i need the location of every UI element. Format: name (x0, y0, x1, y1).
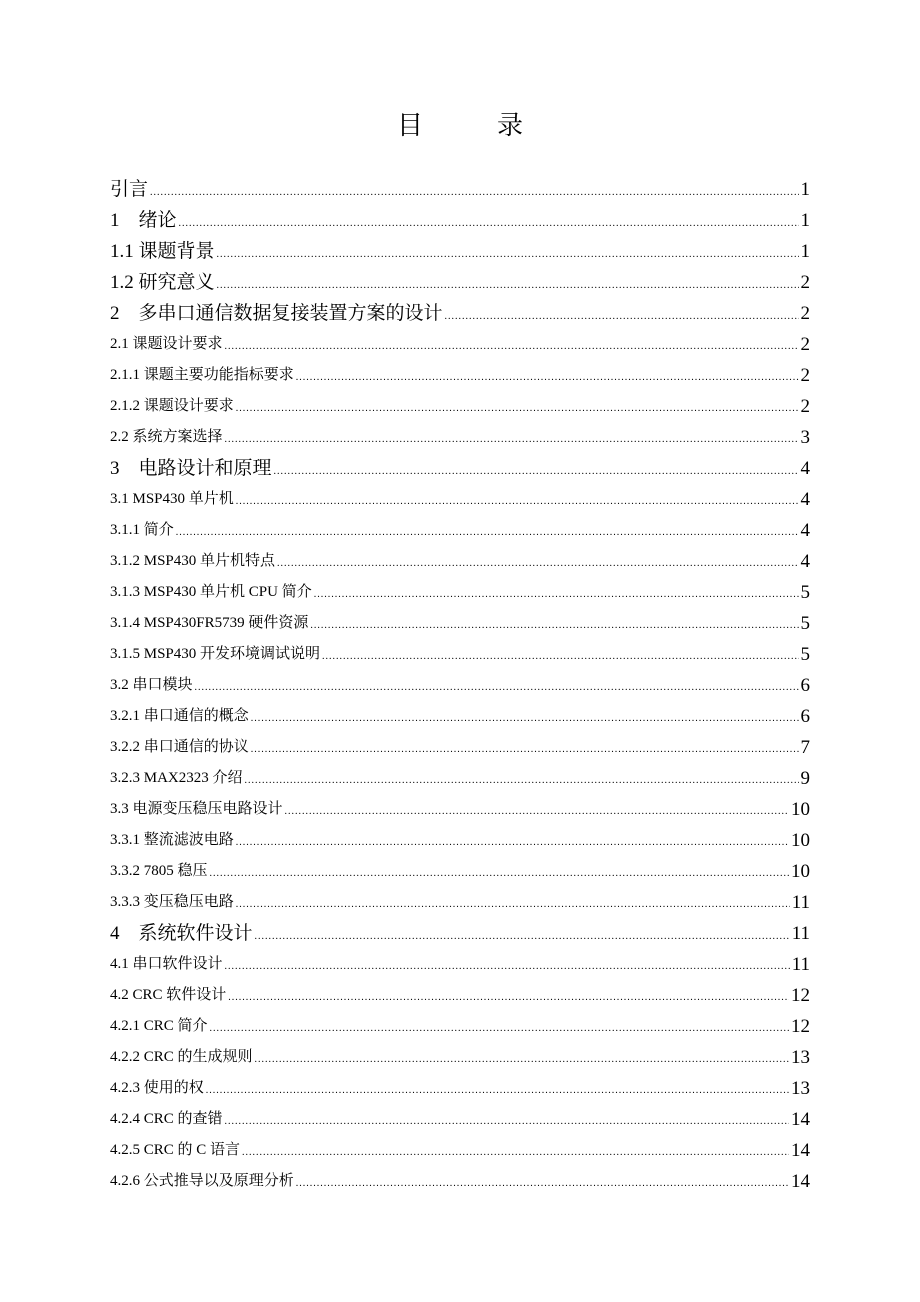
toc-entry-page-number: 11 (791, 954, 810, 975)
toc-entry-label: 4.2.4 CRC 的查错 (110, 1111, 223, 1127)
toc-entry-page-number: 5 (800, 582, 810, 603)
dot-leader (225, 962, 790, 980)
toc-entry[interactable] (110, 1042, 810, 1073)
toc-entry-page-number: 4 (800, 520, 810, 541)
toc-entry-page-number: 11 (791, 892, 810, 913)
toc-entry[interactable] (110, 887, 810, 918)
toc-entry-page-number: 1 (800, 241, 810, 262)
toc-entry-label: 4.1 串口软件设计 (110, 956, 223, 972)
toc-entry-label: 1.1 课题背景 (110, 241, 215, 262)
toc-entry-page-number: 10 (791, 799, 810, 820)
dot-leader (314, 590, 799, 608)
toc-entry-label: 3.3 电源变压稳压电路设计 (110, 801, 283, 817)
toc-entry-label: 4.2.3 使用的权 (110, 1080, 204, 1096)
dot-leader (245, 776, 799, 794)
dot-leader (150, 188, 798, 205)
toc-entry[interactable] (110, 918, 810, 949)
toc-entry-label: 3.2.3 MAX2323 介绍 (110, 770, 243, 786)
toc-entry[interactable] (110, 515, 810, 546)
toc-entry-label: 4.2.2 CRC 的生成规则 (110, 1049, 253, 1065)
dot-leader (322, 652, 798, 670)
toc-entry-page-number: 14 (791, 1109, 810, 1130)
toc-entry-label: 3.1.5 MSP430 开发环境调试说明 (110, 646, 321, 662)
toc-entry-label: 3.2.2 串口通信的协议 (110, 739, 249, 755)
toc-entry-label: 3.2.1 串口通信的概念 (110, 708, 249, 724)
toc-entry[interactable] (110, 453, 810, 484)
toc-entry[interactable] (110, 1135, 810, 1166)
toc-entry[interactable] (110, 360, 810, 391)
toc-entry-page-number: 14 (791, 1171, 810, 1192)
dot-leader (251, 745, 799, 763)
toc-entry-page-number: 11 (791, 923, 810, 944)
dot-leader (195, 683, 799, 701)
dot-leader (296, 1179, 789, 1197)
toc-entry-page-number: 2 (800, 365, 810, 386)
dot-leader (176, 528, 799, 546)
dot-leader (285, 807, 789, 825)
toc-entry[interactable] (110, 732, 810, 763)
toc-entry-label: 3.1.4 MSP430FR5739 硬件资源 (110, 615, 309, 631)
toc-entry[interactable] (110, 949, 810, 980)
dot-leader (217, 281, 799, 298)
toc-entry-label: 4 系统软件设计 (110, 923, 253, 944)
toc-entry-page-number: 6 (800, 675, 810, 696)
toc-entry-label: 2 多串口通信数据复接装置方案的设计 (110, 303, 443, 324)
dot-leader (210, 1024, 789, 1042)
toc-entry[interactable] (110, 484, 810, 515)
dot-leader (206, 1086, 789, 1104)
toc-entry[interactable] (110, 670, 810, 701)
toc-entry-page-number: 10 (791, 861, 810, 882)
toc-entry-label: 2.1 课题设计要求 (110, 336, 223, 352)
dot-leader (210, 869, 789, 887)
toc-entry[interactable] (110, 608, 810, 639)
toc-entry-page-number: 2 (800, 272, 810, 293)
dot-leader (445, 312, 799, 329)
toc-entry-page-number: 3 (800, 427, 810, 448)
toc-entry[interactable] (110, 1166, 810, 1197)
dot-leader (179, 219, 799, 236)
toc-entry-page-number: 12 (791, 1016, 810, 1037)
toc-entry-page-number: 13 (791, 1078, 810, 1099)
dot-leader (236, 404, 799, 422)
dot-leader (251, 714, 799, 732)
toc-entry[interactable] (110, 639, 810, 670)
toc-entry-label: 3.1 MSP430 单片机 (110, 491, 234, 507)
toc-entry[interactable] (110, 856, 810, 887)
toc-entry-page-number: 5 (800, 644, 810, 665)
dot-leader (236, 497, 799, 515)
toc-entry-label: 4.2.5 CRC 的 C 语言 (110, 1142, 241, 1158)
dot-leader (236, 900, 790, 918)
toc-entry-page-number: 4 (800, 458, 810, 479)
dot-leader (225, 435, 799, 453)
dot-leader (255, 932, 790, 949)
toc-entry-label: 4.2.6 公式推导以及原理分析 (110, 1173, 294, 1189)
toc-entry-label: 2.2 系统方案选择 (110, 429, 223, 445)
toc-entry-label: 3.1.2 MSP430 单片机特点 (110, 553, 276, 569)
toc-entry-label: 3.3.3 变压稳压电路 (110, 894, 234, 910)
toc-entry-label: 1.2 研究意义 (110, 272, 215, 293)
toc-entry[interactable] (110, 577, 810, 608)
toc-entry-page-number: 5 (800, 613, 810, 634)
toc-entry[interactable] (110, 701, 810, 732)
dot-leader (296, 373, 799, 391)
dot-leader (310, 621, 798, 639)
toc-entry[interactable] (110, 391, 810, 422)
toc-entry[interactable] (110, 329, 810, 360)
toc-entry-page-number: 6 (800, 706, 810, 727)
toc-entry-page-number: 10 (791, 830, 810, 851)
toc-entry-label: 2.1.2 课题设计要求 (110, 398, 234, 414)
toc-entry[interactable] (110, 1011, 810, 1042)
toc-entry-label: 3.1.1 简介 (110, 522, 174, 538)
toc-entry[interactable] (110, 205, 810, 236)
toc-entry-label: 引言 (110, 179, 149, 200)
toc-entry[interactable] (110, 267, 810, 298)
toc-entry[interactable] (110, 794, 810, 825)
toc-entry[interactable] (110, 980, 810, 1011)
toc-entry-label: 3.3.1 整流滤波电路 (110, 832, 234, 848)
toc-entry-page-number: 7 (800, 737, 810, 758)
page-title: 目 录 (396, 111, 547, 140)
dot-leader (225, 1117, 789, 1135)
toc-entry-label: 3.1.3 MSP430 单片机 CPU 简介 (110, 584, 312, 600)
toc-entry[interactable] (110, 1104, 810, 1135)
dot-leader (274, 467, 799, 484)
toc-entry-label: 3.2 串口模块 (110, 677, 193, 693)
dot-leader (255, 1055, 789, 1073)
toc-entry-page-number: 2 (800, 334, 810, 355)
toc-entry-page-number: 4 (800, 551, 810, 572)
dot-leader (236, 838, 789, 856)
dot-leader (225, 342, 799, 360)
toc-entry-page-number: 12 (791, 985, 810, 1006)
toc-entry-label: 4.2 CRC 软件设计 (110, 987, 227, 1003)
toc-entry-page-number: 9 (800, 768, 810, 789)
toc-entry[interactable] (110, 422, 810, 453)
toc-entry[interactable] (110, 763, 810, 794)
dot-leader (228, 993, 789, 1011)
toc-entry-label: 3 电路设计和原理 (110, 458, 272, 479)
toc-entry-label: 3.3.2 7805 稳压 (110, 863, 208, 879)
toc-entry[interactable] (110, 298, 810, 329)
toc-entry-page-number: 4 (800, 489, 810, 510)
dot-leader (277, 559, 798, 577)
toc-entry-page-number: 13 (791, 1047, 810, 1068)
toc-entry[interactable] (110, 174, 810, 205)
toc-entry-page-number: 14 (791, 1140, 810, 1161)
toc-entry-page-number: 1 (800, 179, 810, 200)
toc-entry-page-number: 2 (800, 396, 810, 417)
table-of-contents (110, 174, 810, 1197)
dot-leader (242, 1148, 789, 1166)
toc-entry-page-number: 1 (800, 210, 810, 231)
toc-entry[interactable] (110, 546, 810, 577)
toc-entry[interactable] (110, 236, 810, 267)
dot-leader (217, 250, 799, 267)
toc-entry-label: 1 绪论 (110, 210, 177, 231)
toc-entry-label: 2.1.1 课题主要功能指标要求 (110, 367, 294, 383)
toc-entry[interactable] (110, 1073, 810, 1104)
toc-entry-page-number: 2 (800, 303, 810, 324)
toc-entry[interactable] (110, 825, 810, 856)
toc-entry-label: 4.2.1 CRC 简介 (110, 1018, 208, 1034)
